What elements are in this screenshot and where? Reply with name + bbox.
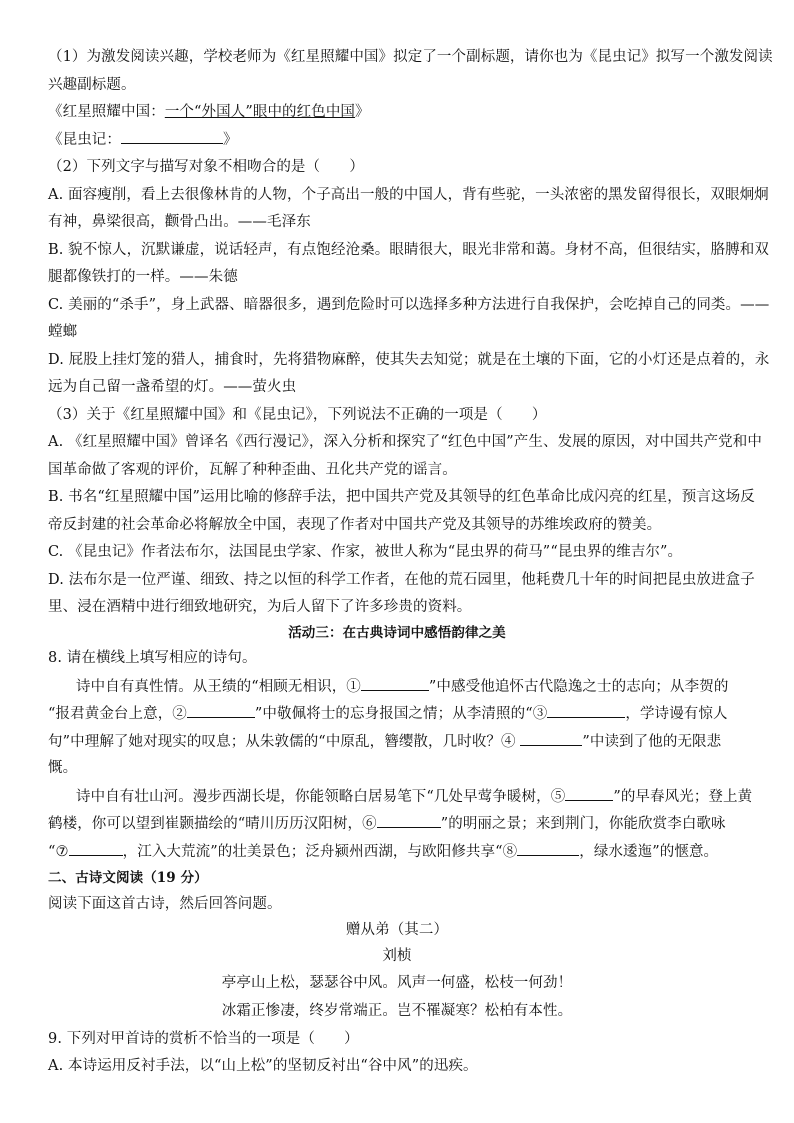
q7-sub3: （3）关于《红星照耀中国》和《昆虫记》，下列说法不正确的一项是（ ） [48,407,547,423]
q7-optB-line2: 腿都像铁打的一样。——朱德 [48,269,238,285]
example-suffix: 》 [355,104,370,120]
poem-author: 刘桢 [382,948,412,964]
q8-prompt: 8. 请在横线上填写相应的诗句。 [48,650,257,666]
q7-s3D-line2: 里、浸在酒精中进行细致地研究，为后人留下了许多珍贵的资料。 [48,599,472,615]
q7-optC-line2: 螳螂 [48,324,78,340]
q8-p1-l3-b: ”中读到了他的无限悲 [582,734,722,750]
example-prefix: 《红星照耀中国： [48,104,165,120]
example-subtitle-line [48,102,748,122]
q8-p2-line3 [48,841,748,862]
q7-sub1-line1: （1）为激发阅读兴趣，学校老师为《红星照耀中国》拟定了一个副标题，请你也为《昆虫记》拟写一个激发阅读 [48,49,773,65]
q8-p1-line4: 慨。 [48,760,78,776]
q8-p2-l3-a: “⑦ [48,844,69,860]
q9-optA: A. 本诗运用反衬手法，以“山上松”的坚韧反衬出“谷中风”的迅疾。 [48,1058,478,1074]
q8-p2-l3-c: ，绿水逶迤”的惬意。 [579,844,719,860]
q8-p1-l1-b: ”中感受他追怀古代隐逸之士的志向；从李贺的 [428,679,729,695]
q7-optA-line1: A. 面容瘦削，看上去很像林肯的人物，个子高出一般的中国人，背有些驼，一头浓密的黑发留得很长，双眼炯炯 [48,187,769,203]
kunchong-subtitle-blank[interactable] [121,129,223,144]
poem-line2: 冰霜正惨凄，终岁常端正。岂不罹凝寒？松柏有本性。 [221,1003,573,1019]
blank-8[interactable] [517,841,579,856]
q7-sub1-line2: 兴趣副标题。 [48,77,136,93]
poem-line1: 亭亭山上松，瑟瑟谷中风。风声一何盛，松枝一何劲！ [221,975,573,991]
blank-1[interactable] [361,676,429,691]
q8-p2-l1-b: ”的早春风光；登上黄 [613,789,753,805]
blank-3[interactable] [547,703,625,718]
q7-s3A-line1: A. 《红星照耀中国》曾译名《西行漫记》，深入分析和探究了“红色中国”产生、发展的原因，对中国共产党和中 [48,434,762,450]
kunchong-suffix: 》 [223,132,238,148]
poem-title: 赠从弟（其二） [345,922,449,938]
q9-prompt: 9. 下列对甲首诗的赏析不恰当的一项是（ ） [48,1031,359,1047]
q7-s3A-line2: 国革命做了客观的评价，瓦解了种种歪曲、丑化共产党的谣言。 [48,462,457,478]
example-subtitle: 一个“外国人”眼中的红色中国 [164,104,356,120]
blank-2[interactable] [187,703,255,718]
q8-p2-l3-b: ，江入大荒流”的壮美景色；泛舟颍州西湖，与欧阳修共享“⑧ [122,844,518,860]
q8-p2-l1-a: 诗中自有壮山河。漫步西湖长堤，你能领略白居易笔下“几处早莺争暖树，⑤ [76,789,566,805]
q7-optD-line1: D. 屁股上挂灯笼的猎人，捕食时，先将猎物麻醉，使其失去知觉；就是在土壤的下面，它的小灯还是点着的，永 [48,352,770,368]
activity3-title: 活动三：在古典诗词中感悟韵律之美 [288,625,506,641]
q8-p1-l2-c: ，学诗谩有惊人 [625,706,728,722]
q7-s3B-line2: 帝反封建的社会革命必将解放全中国，表现了作者对中国共产党及其领导的苏维埃政府的赞美。 [48,517,662,533]
kunchong-prefix: 《昆虫记： [48,132,121,148]
q8-p1-l1-a: 诗中自有真性情。从王绩的“相顾无相识，① [76,679,361,695]
q8-p1-line2 [48,703,748,724]
q8-p1-line1 [76,676,748,697]
q8-p2-line2 [48,813,748,834]
q7-s3B-line1: B. 书名“红星照耀中国”运用比喻的修辞手法，把中国共产党及其领导的红色革命比成闪亮的红星，预言这场反 [48,489,755,505]
q7-optC-line1: C. 美丽的“杀手”，身上武器、暗器很多，遇到危险时可以选择多种方法进行自我保护，会吃掉自己的同类。—— [48,297,770,313]
q7-s3D-line1: D. 法布尔是一位严谨、细致、持之以恒的科学工作者，在他的荒石园里，他耗费几十年的时间把昆虫放进盒子 [48,572,755,588]
q8-p2-line1 [76,786,753,807]
q8-p1-line3 [48,731,748,752]
blank-6[interactable] [377,813,441,828]
q8-p1-l2-a: “报君黄金台上意，② [48,706,187,722]
q7-optB-line1: B. 貌不惊人，沉默谦虚，说话轻声，有点饱经沧桑。眼睛很大，眼光非常和蔼。身材不高，但很结实，胳膊和双 [48,242,769,258]
section2-title: 二、古诗文阅读（19 分） [48,870,208,886]
q7-s3C: C. 《昆虫记》作者法布尔，法国昆虫学家、作家，被世人称为“昆虫界的荷马”“昆虫界的维吉尔”。 [48,544,683,560]
q7-sub2: （2）下列文字与描写对象不相吻合的是（ ） [48,159,364,175]
kunchong-subtitle-line [48,129,748,150]
q7-optA-line2: 有神，鼻梁很高，颧骨凸出。——毛泽东 [48,214,311,230]
q7-optD-line2: 远为自己留一盏希望的灯。——萤火虫 [48,379,297,395]
q8-p2-l2-a: 鹤楼，你可以望到崔颢描绘的“晴川历历汉阳树，⑥ [48,816,377,832]
blank-5[interactable] [565,786,613,801]
section2-instruction: 阅读下面这首古诗，然后回答问题。 [48,896,282,912]
q8-p2-l2-b: ”的明丽之景；来到荆门，你能欣赏李白歌咏 [440,816,726,832]
q8-p1-l3-a: 句”中理解了她对现实的叹息；从朱敦儒的“中原乱，簪缨散，几时收？④ [48,734,521,750]
blank-7[interactable] [69,841,123,856]
q8-p1-l2-b: ”中敬佩将士的忘身报国之情；从李清照的“③ [254,706,548,722]
blank-4[interactable] [520,731,582,746]
